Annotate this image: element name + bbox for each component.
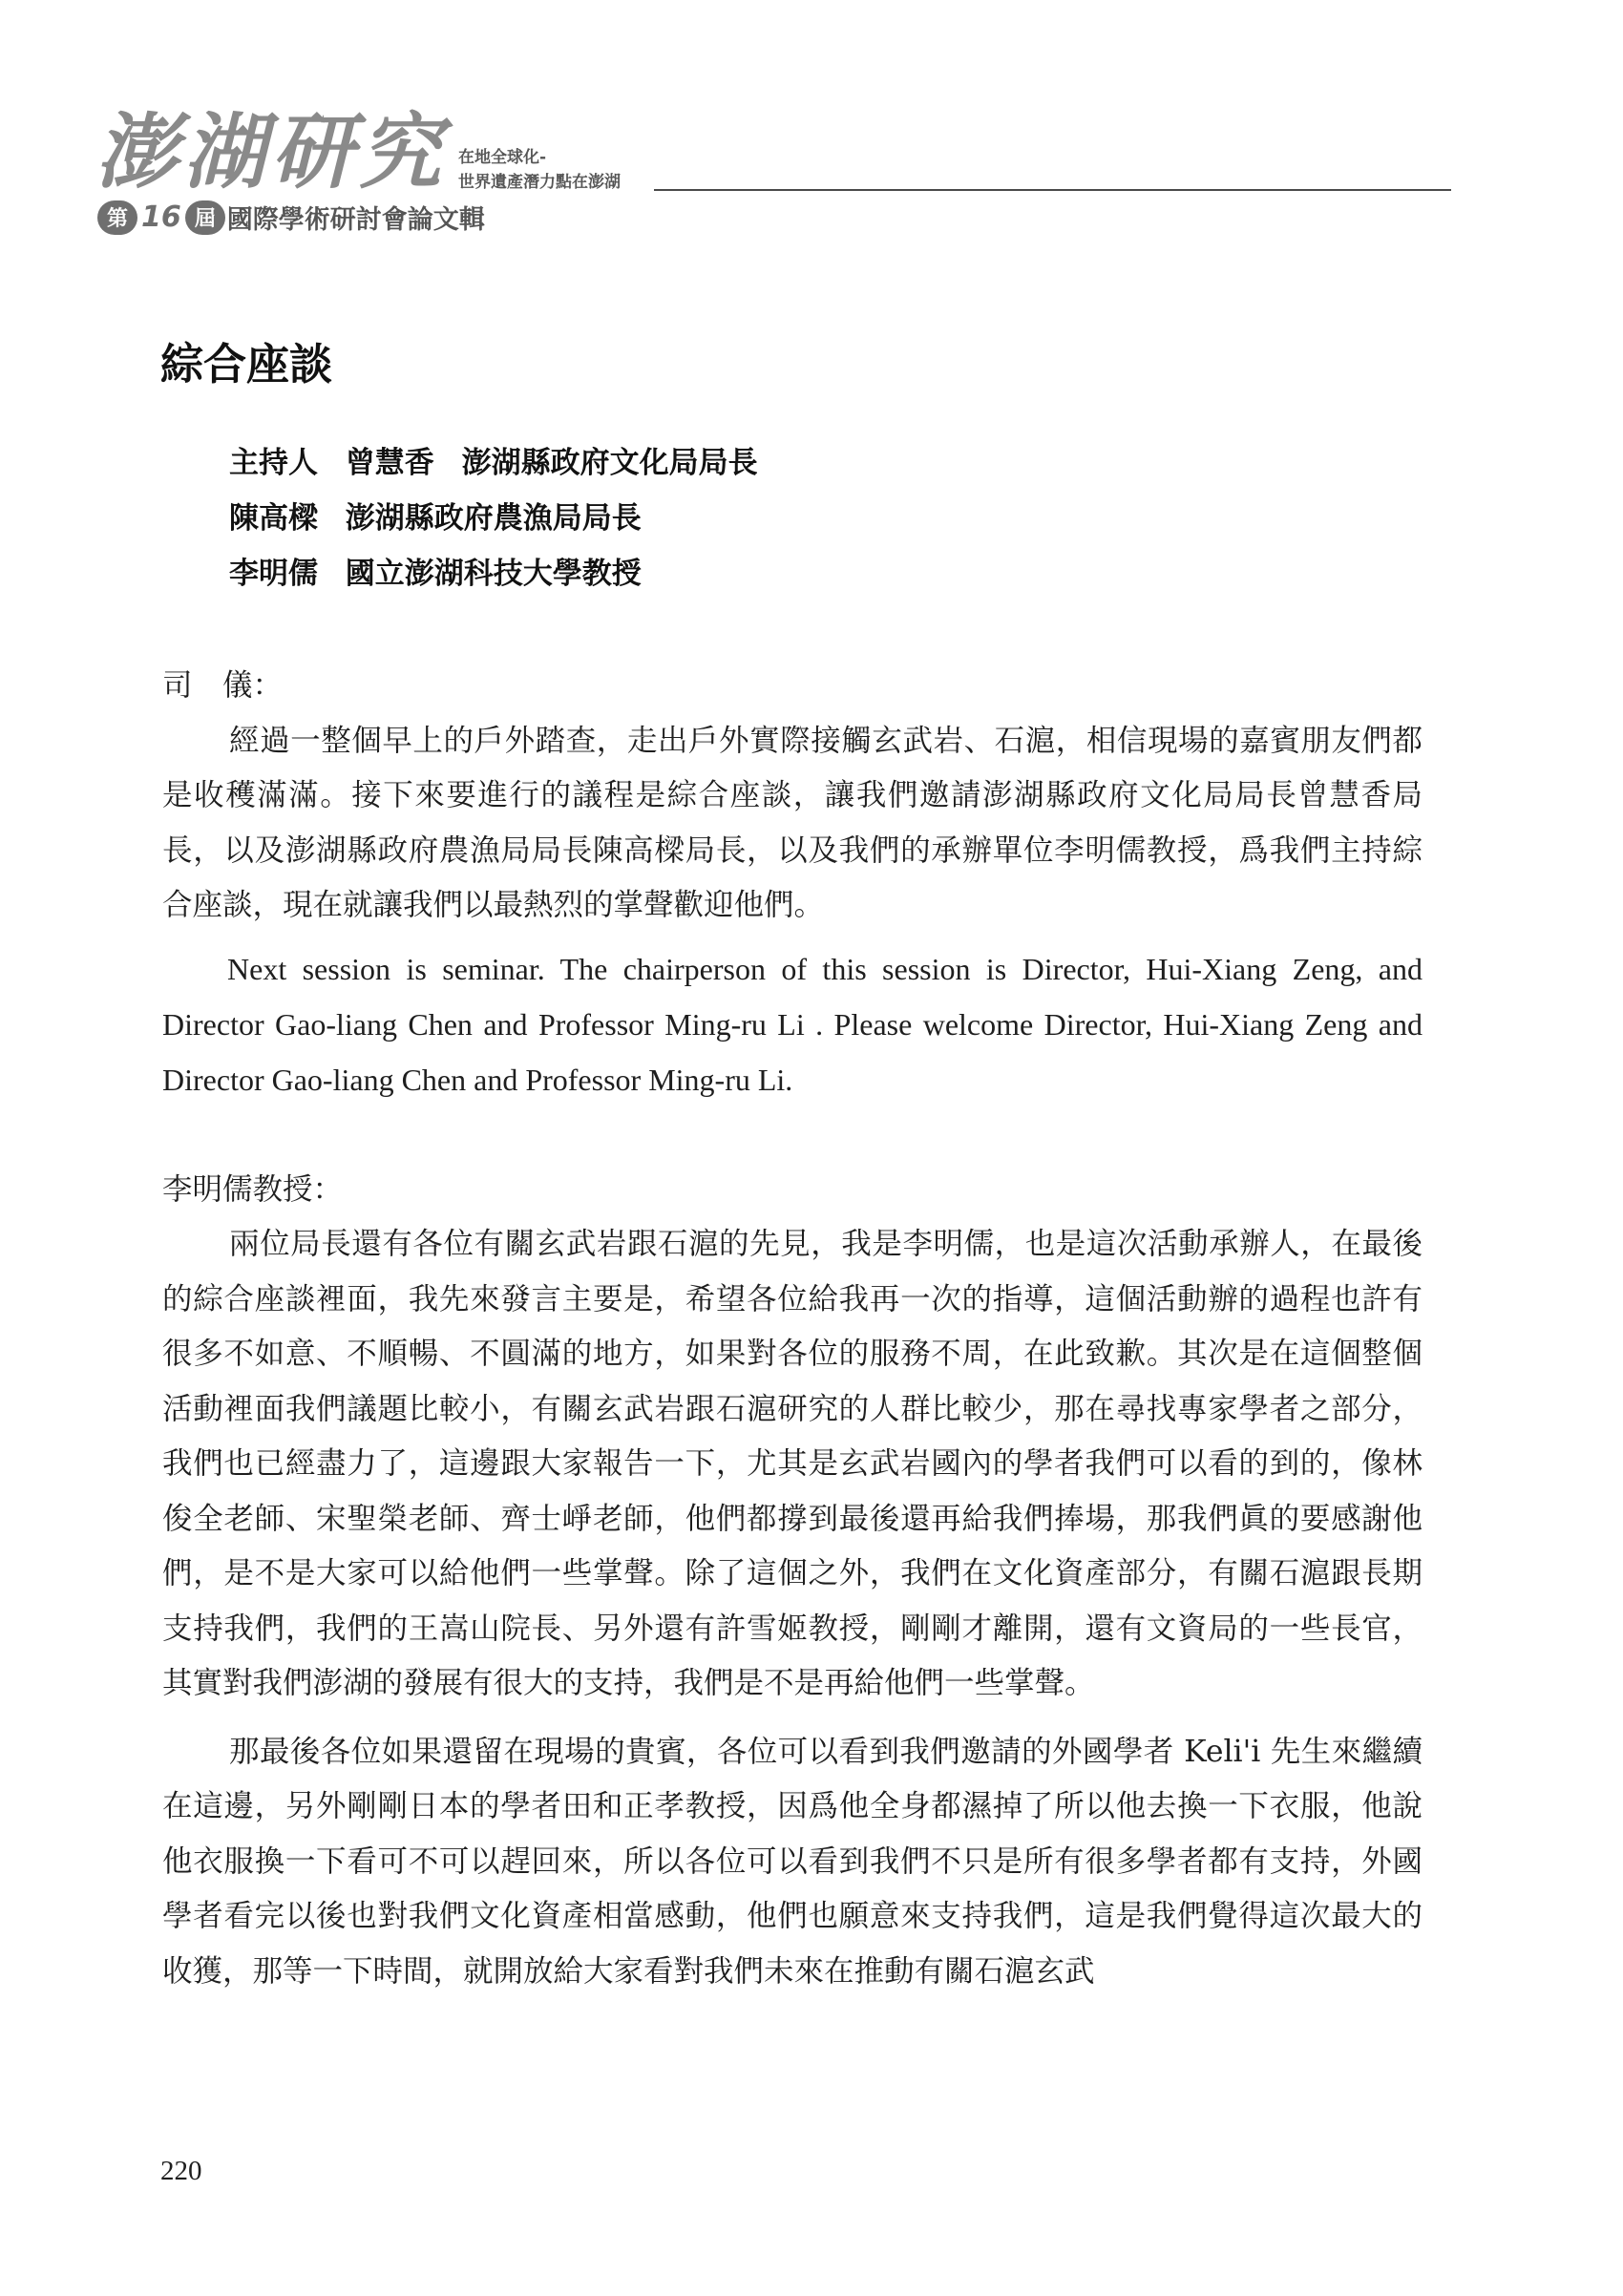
chair-name: 陳高樑 (229, 501, 318, 536)
transcript-body (162, 659, 1423, 1999)
subtitle-line-2: 世界遺產潛力點在澎湖 (458, 173, 621, 192)
chair-title: 澎湖縣政府農漁局局長 (345, 501, 642, 536)
chair-role: 主持人 (229, 446, 318, 480)
speaker-label-professor: 李明儒教授： (162, 1171, 344, 1207)
chair-row (229, 491, 758, 546)
paragraph-gap (162, 1107, 1423, 1163)
speaker-label-host: 司 儀： (162, 668, 284, 703)
series-name: 國際學術研討會論文輯 (226, 205, 485, 235)
edition-line (95, 199, 485, 236)
edition-prefix-badge: 第 (97, 200, 137, 235)
chair-title: 澎湖縣政府文化局局長 (461, 446, 758, 480)
professor-paragraph-2: 那最後各位如果還留在現場的貴賓，各位可以看到我們邀請的外國學者 Keli'i 先生來繼續在這邊，另外剛剛日本的學者田和正孝教授，因爲他全身都濕掉了所以他去換一下衣服，他說他衣服換一下看可不可以趕回來，所以各位可以看到我們不只是所有很多學者都有支持，外國學者看完以後也對我們文化資產相當感動，他們也願意來支持我們，這是我們覺得這次最大的收獲，那等一下時間，就開放給大家看對我們未來在推動有關石滬玄武 (162, 1734, 1423, 1989)
journal-title: 澎湖研究 (95, 104, 447, 200)
chair-title: 國立澎湖科技大學教授 (345, 557, 642, 591)
journal-header (95, 105, 1451, 248)
professor-paragraph-1: 兩位局長還有各位有關玄武岩跟石滬的先見，我是李明儒，也是這次活動承辦人，在最後的綜合座談裡面，我先來發言主要是，希望各位給我再一次的指導，這個活動辦的過程也許有很多不如意、不順暢、不圓滿的地方，如果對各位的服務不周，在此致歉。其次是在這個整個活動裡面我們議題比較小，有關玄武岩跟石滬研究的人群比較少，那在尋找專家學者之部分，我們也已經盡力了，這邊跟大家報告一下，尤其是玄武岩國內的學者我們可以看的到的，像林俊全老師、宋聖榮老師、齊士崢老師，他們都撐到最後還再給我們捧場，那我們眞的要感謝他們，是不是大家可以給他們一些掌聲。除了這個之外，我們在文化資產部分，有關石滬跟長期支持我們，我們的王嵩山院長、另外還有許雪姬教授，剛剛才離開，還有文資局的一些長官，其實對我們澎湖的發展有很大的支持，我們是不是再給他們一些掌聲。 (162, 1227, 1423, 1700)
subtitle-line-1: 在地全球化- (458, 148, 547, 167)
conference-subtitle (458, 145, 621, 195)
chairs-list (229, 435, 758, 601)
section-title: 綜合座談 (160, 339, 333, 390)
page-number: 220 (160, 2156, 202, 2186)
header-divider (654, 189, 1451, 191)
host-paragraph-en: Next session is seminar. The chairperson of this session is Director, Hui-Xiang Zeng, and Director Gao-liang Chen and Professor Ming-ru Li . Please welcome Director, Hui-Xiang Zeng and Director Gao-liang Chen and Professor Ming-ru Li. (162, 951, 1423, 1097)
edition-number: 16 (141, 200, 181, 234)
host-paragraph-zh: 經過一整個早上的戶外踏查，走出戶外實際接觸玄武岩、石滬，相信現場的嘉賓朋友們都是收穫滿滿。接下來要進行的議程是綜合座談，讓我們邀請澎湖縣政府文化局局長曾慧香局長，以及澎湖縣政府農漁局局長陳高樑局長，以及我們的承辦單位李明儒教授，爲我們主持綜合座談，現在就讓我們以最熱烈的掌聲歡迎他們。 (162, 723, 1423, 922)
chair-row (229, 435, 758, 491)
chair-row (229, 546, 758, 601)
edition-suffix-badge: 屆 (185, 200, 225, 235)
chair-name: 曾慧香 (345, 446, 434, 480)
chair-name: 李明儒 (229, 557, 318, 591)
